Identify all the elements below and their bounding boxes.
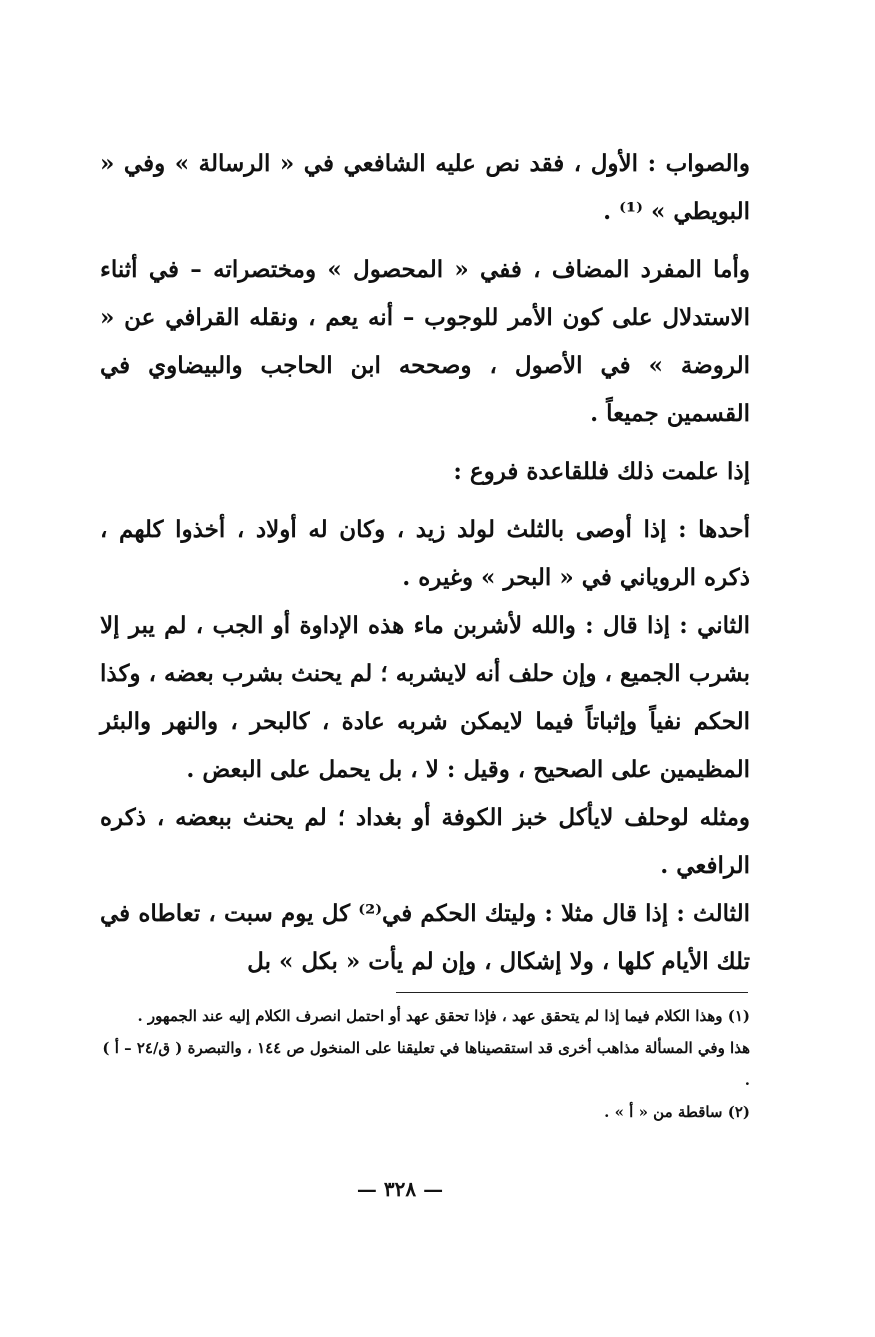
footnote-2: (٢) ساقطة من « أ » . (604, 1103, 750, 1121)
paragraph-correct-view: والصواب : الأول ، فقد نص عليه الشافعي في « الرسالة » وفي « البويطي » ⁽¹⁾ . (100, 150, 750, 225)
branch-one: أحدها : إذا أوصى بالثلث لولد زيد ، وكان له أولاد ، أخذوا كلهم ، ذكره الروياني في « البحر » وغيره . (100, 516, 750, 591)
branch-two: الثاني : إذا قال : والله لأشربن ماء هذه الإداوة أو الجب ، لم يبر إلا بشرب الجميع ، وإن حلف أنه لايشربه ؛ لم يحنث بشرب بعضه ، وكذا الحكم نفياً وإثباتاً فيما لايمكن شربه عادة ، كالبحر ، والنهر والبئر المظيمين على الصحيح ، وقيل : لا ، بل يحمل على البعض . (100, 612, 750, 783)
page-number: — ٣٢٨ — (356, 1177, 444, 1201)
footnotes (100, 1000, 750, 1128)
paragraph-singular-annexed: وأما المفرد المضاف ، ففي « المحصول » ومختصراته – في أثناء الاستدلال على كون الأمر للوجوب – أنه يعم ، ونقله القرافي عن « الروضة » في الأصول ، وصححه ابن الحاجب والبيضاوي في القسمين جميعاً . (100, 256, 750, 427)
footnote-1: (١) وهذا الكلام فيما إذا لم يتحقق عهد ، فإذا تحقق عهد أو احتمل انصرف الكلام إليه عند الجمهور . (137, 1007, 750, 1025)
main-text (100, 140, 750, 986)
branch-three: الثالث : إذا قال مثلا : وليتك الحكم في⁽²⁾ كل يوم سبت ، تعاطاه في تلك الأيام كلها ، ولا إشكال ، وإن لم يأت « بكل » بل (100, 900, 750, 975)
branch-two-example: ومثله لوحلف لايأكل خبز الكوفة أو بغداد ؛ لم يحنث ببعضه ، ذكره الرافعي . (100, 804, 750, 879)
footnote-divider (396, 992, 748, 993)
footnote-1-continued: هذا وفي المسألة مذاهب أخرى قد استقصيناها في تعليقنا على المنخول ص ١٤٤ ، والتبصرة ( ق/٢٤ – أ ) . (102, 1039, 750, 1089)
branches-heading: إذا علمت ذلك فللقاعدة فروع : (453, 458, 750, 485)
